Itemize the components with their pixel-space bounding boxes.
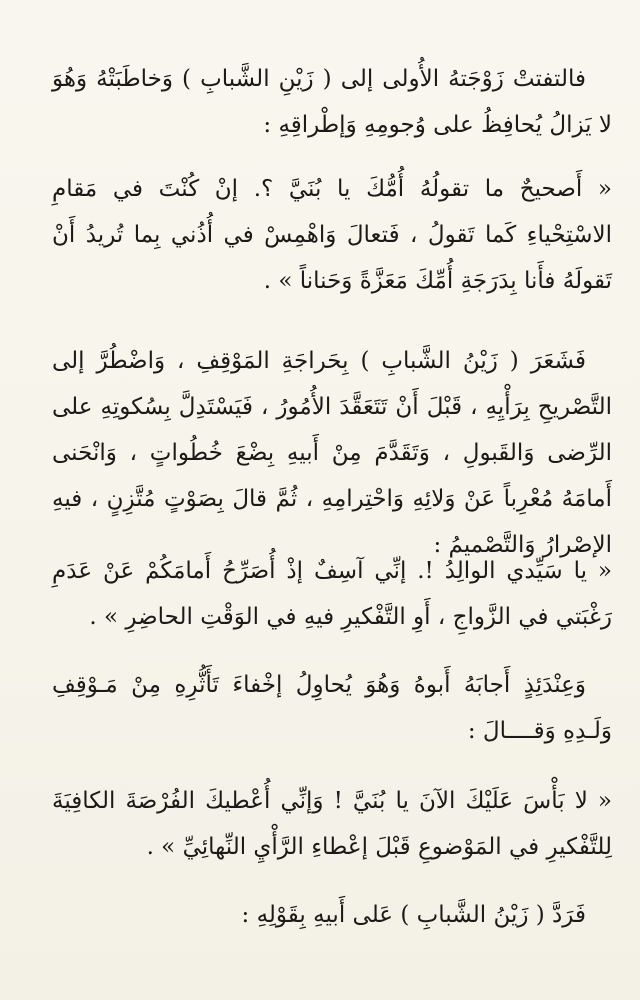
paragraph-7: فَرَدَّ ( زَيْنُ الشَّبابِ ) عَلى أَبيهِ بِقَوْلِهِ : [241,902,586,928]
paragraph-1: فالتفتتْ زَوْجَتهُ الأُولى إلى ( زَيْنِ الشَّبابِ ) وَخاطَبَتْهُ وَهُوَ لا يَزالُ يُحافِظُ على وُجومِهِ وَإطْراقِهِ : [52,66,612,138]
paragraph-2-quote: « أَصحيحٌ ما تقولُهُ أُمُّكَ يا بُنَيَّ ؟. إنْ كُنْتَ في مَقامِ الاسْتِحْياءِ كَما تَقولُ ، فَتعالَ وَاهْمِسْ في أُذُني بِما تُريدُ أَنْ تَقولَهُ فأَنا بِدَرَجَةِ أُمِّكَ مَعَزَّةً وَحَناناً » . [52,176,612,294]
paragraph-6-quote: « لا بَأْسَ عَلَيْكَ الآنَ يا بُنَيَّ ! وَإنِّي أُعْطيكَ الفُرْصَةَ الكافِيَةَ لِلتَّفْكيرِ في المَوْضوعِ قَبْلَ إعْطاءِ الرَّأْيِ النِّهائِيِّ » . [52,788,612,860]
paragraph-4-quote: « يا سَيِّدي الوالِدُ !. إنِّي آسِفٌ إذْ أُصَرِّحُ أَمامَكُمْ عَنْ عَدَمِ رَغْبَتي في الزَّواجِ ، أَوِ التَّفْكيرِ فيهِ في الوَقْتِ الحاضِرِ » . [52,558,612,630]
paragraph-5: وَعِنْدَئِذٍ أَجابَهُ أَبوهُ وَهُوَ يُحاوِلُ إخْفاءَ تَأَثُّرِهِ مِنْ مَـوْقِفِ وَلَـدِهِ وَقــــالَ : [52,672,612,744]
paragraph-3: فَشَعَرَ ( زَيْنُ الشَّبابِ ) بِحَراجَةِ المَوْقِفِ ، وَاضْطُرَّ إلى التَّصْريحِ بِرَأْيِهِ ، قَبْلَ أَنْ تَتَعَقَّدَ الأُمُورُ ، فَيَسْتَدِلَّ بِسُكوتِهِ على الرِّضى وَالقَبولِ ، وَتَقَدَّمَ مِنْ أَبيهِ بِضْعَ خُطُواتٍ ، وَانْحَنى أَمامَهُ مُعْرِباً عَنْ وَلائِهِ وَاحْتِرامِهِ ، ثُمَّ قالَ بِصَوْتٍ مُتَّزِنٍ ، فيهِ الإصْرارُ وَالتَّصْميمُ : [52,348,612,558]
